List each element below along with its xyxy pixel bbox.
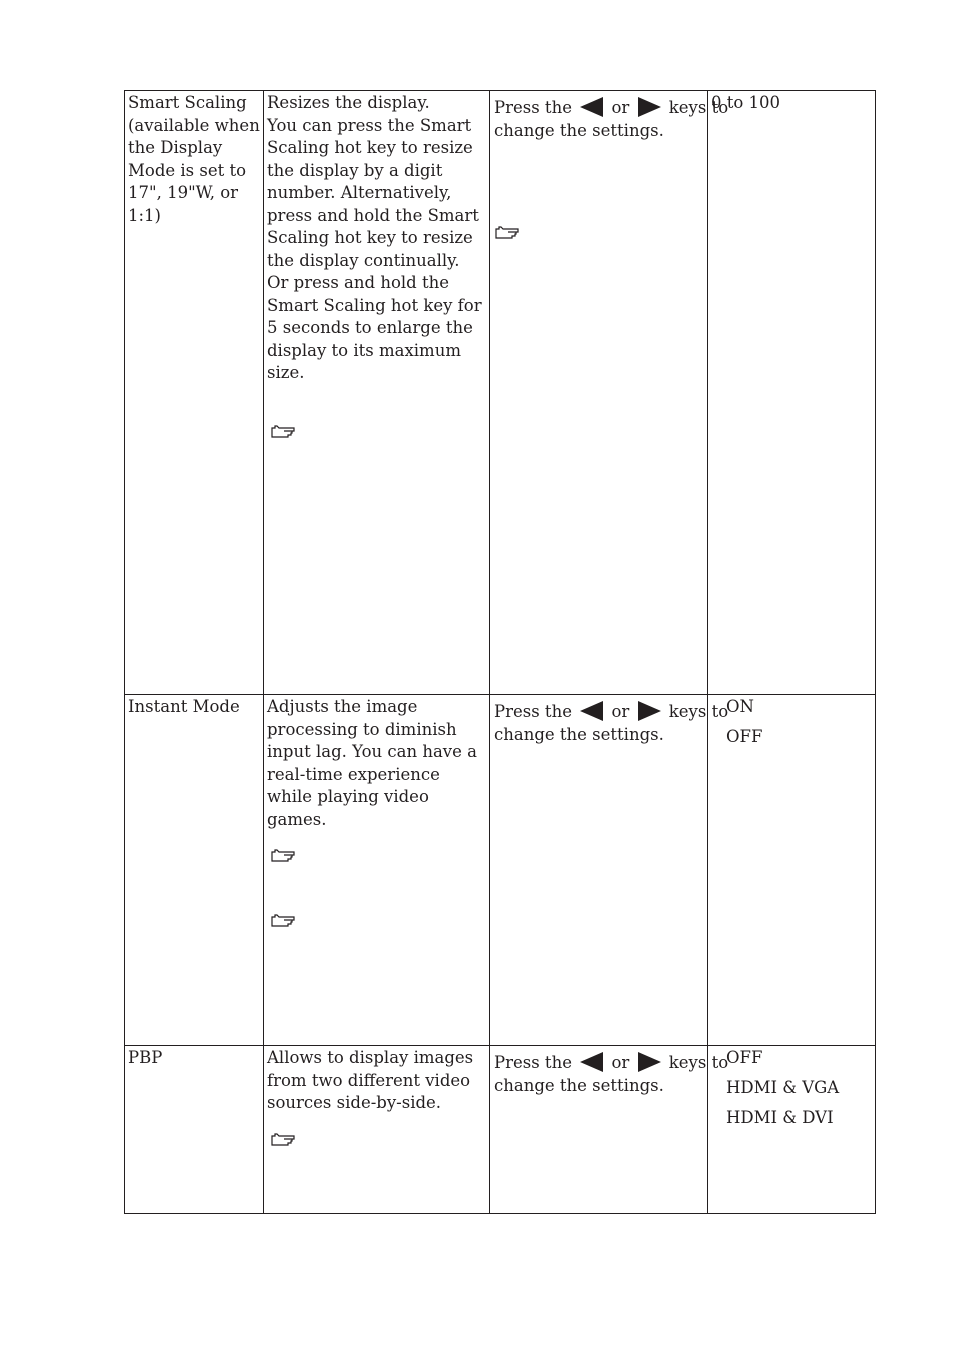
item-name-cell <box>125 91 264 695</box>
operation-cell <box>490 91 729 695</box>
item-description-cell <box>264 695 490 1046</box>
item-name-cell <box>125 695 264 1046</box>
description-line: You can press the Smart Scaling hot key to resize the display by a digit number. Alternatively, press and hold the Smart Scaling hot key to resize the display continually. Or press and hold the Smart Scaling hot key for 5 seconds to enlarge the display to its maximum size. <box>267 115 482 382</box>
operation-suffix: keys to <box>668 702 729 721</box>
range-value: 0 to 100 <box>711 93 781 112</box>
item-name: Smart Scaling (available when the Display Mode is set to 17", 19"W, or 1:1) <box>128 93 260 225</box>
range-option: HDMI & VGA <box>726 1078 840 1097</box>
operation-or: or <box>611 702 630 721</box>
item-name: Instant Mode <box>128 697 240 716</box>
right-arrow-key-icon <box>637 97 662 117</box>
range-option: OFF <box>726 727 763 746</box>
range-cell <box>708 91 876 695</box>
note-hand-icon <box>270 912 486 935</box>
note-hand-icon <box>270 847 486 870</box>
description-line: Adjusts the image processing to diminish input lag. You can have a real-time experience while playing video games. <box>267 697 477 829</box>
operation-prefix: Press the <box>494 98 572 117</box>
description-line: Resizes the display. <box>267 93 430 112</box>
left-arrow-key-icon <box>579 97 604 117</box>
description-line: Allows to display images from two different video sources side-by-side. <box>267 1048 474 1112</box>
item-description-cell <box>264 1046 490 1214</box>
note-hand-icon <box>494 224 703 247</box>
operation-suffix: keys to <box>668 1053 729 1072</box>
operation-suffix: keys to <box>668 98 729 117</box>
range-option: ON <box>726 697 754 716</box>
item-description-cell <box>264 91 490 695</box>
operation-cell <box>490 1046 729 1214</box>
table-row-pbp <box>125 1046 876 1214</box>
table-row-smart-scaling <box>125 91 876 695</box>
operation-cell <box>490 695 729 1046</box>
range-cell <box>708 1046 876 1214</box>
operation-prefix: Press the <box>494 1053 572 1072</box>
operation-line2: change the settings. <box>494 724 664 744</box>
range-option: OFF <box>726 1048 763 1067</box>
operation-line2: change the settings. <box>494 1075 664 1095</box>
note-hand-icon <box>270 1131 486 1154</box>
right-arrow-key-icon <box>637 1052 662 1072</box>
range-cell <box>708 695 876 1046</box>
left-arrow-key-icon <box>579 701 604 721</box>
operation-or: or <box>611 1053 630 1072</box>
item-name: PBP <box>128 1048 163 1067</box>
operation-prefix: Press the <box>494 702 572 721</box>
operation-line2: change the settings. <box>494 120 664 140</box>
operation-or: or <box>611 98 630 117</box>
note-hand-icon <box>270 423 486 446</box>
right-arrow-key-icon <box>637 701 662 721</box>
table-row-instant-mode <box>125 695 876 1046</box>
item-name-cell <box>125 1046 264 1214</box>
left-arrow-key-icon <box>579 1052 604 1072</box>
range-option: HDMI & DVI <box>726 1108 834 1127</box>
osd-settings-table <box>124 90 876 1214</box>
